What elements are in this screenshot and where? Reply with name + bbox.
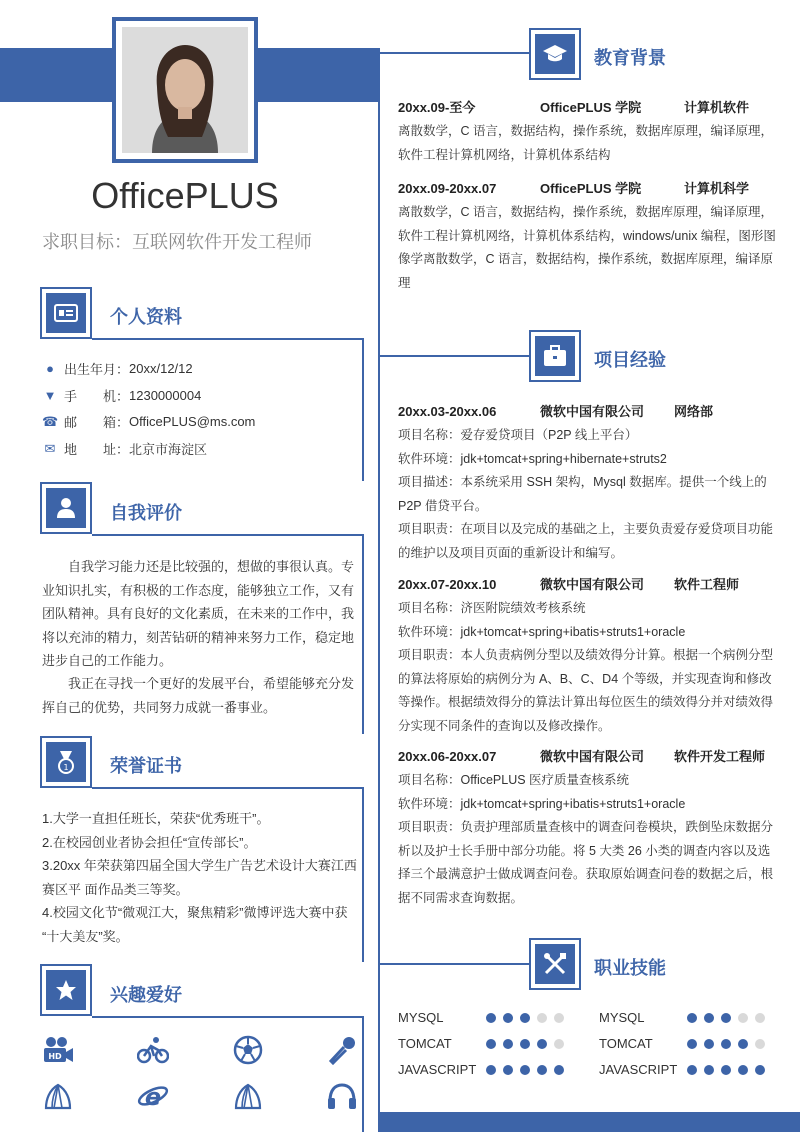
microphone-icon [322,1030,362,1070]
project-line: 软件环境：jdk+tomcat+spring+hibernate+struts2 [398,451,667,466]
personal-info-row [42,386,201,405]
self-eval-paragraph-1: 自我学习能力还是比较强的，想做的事很认真。专业知识扎实，有积极的工作态度，能够独立工作，又有团队精神。具有良好的文化素质，在未来的工作中，我将以充沛的精力，刻苦钻研的精神来努力工作，稳定地进步自己的工作能力。 [42,559,355,668]
avatar-silhouette [122,27,248,153]
honor-item: 2.在校园创业者协会担任“宣传部长”。 [42,834,257,850]
skill-level-dot [687,1039,697,1049]
projects-section-title: 项目经验 [594,350,666,370]
skill-row [599,1062,772,1077]
skill-level-dot [721,1039,731,1049]
project-company: 微软中国有限公司 [540,404,645,420]
edu-school: OfficePLUS 学院 [540,100,642,116]
project-date: 20xx.06-20xx.07 [398,749,497,765]
skill-level-dot [554,1065,564,1075]
project-line: 项目名称：OfficePLUS 医疗质量查核系统 [398,773,630,787]
skill-level-dot [537,1013,547,1023]
personal-info-label: 手 机： [64,389,130,404]
briefcase-icon [543,345,567,367]
personal-underline [92,338,364,340]
hobbies-side-line [362,1016,364,1132]
skill-row [599,1036,772,1051]
skill-level-dot [537,1065,547,1075]
project-line: 软件环境：jdk+tomcat+spring+ibatis+struts1+oracle [398,624,686,639]
skill-level-dot [503,1039,513,1049]
skill-name: JAVASCRIPT [398,1062,477,1077]
svg-text:1: 1 [63,763,69,772]
honor-item: 3.20xx 年荣获第四届全国大学生广告艺术设计大赛江西赛区平 面作品类三等奖。 [42,858,357,897]
skill-level-dot [704,1013,714,1023]
personal-info-row [42,412,255,431]
skill-level-dot [554,1039,564,1049]
personal-section-icon [40,287,92,339]
headphones-icon [322,1076,362,1116]
project-line: 项目职责：负责护理部质量查核中的调查问卷模块，跌倒坠床数据分析以及护士长手册中部分功能。将 5 大类 26 小类的调查内容以及选择三个最满意护士做成调查问卷。获取原始调查问卷的数据之后，根据不同需求查询数据。 [398,820,774,905]
mail-icon: ✉ [44,440,56,456]
education-section-icon [529,28,581,80]
user-icon [56,497,76,519]
skills-section-title: 职业技能 [594,958,666,978]
education-entry [398,96,778,167]
medal-icon [56,750,76,774]
skill-level-dot [704,1065,714,1075]
job-objective: 求职目标：互联网软件开发工程师 [42,232,312,252]
video-camera-icon [38,1030,78,1070]
personal-section-title: 个人资料 [110,307,182,327]
edu-desc: 离散数学，C 语言，数据结构，操作系统，数据库原理，编译原理，软件工程计算机网络，计算机体系结构 [398,124,774,162]
honors-section-title: 荣誉证书 [110,756,182,776]
skill-name: MYSQL [398,1010,444,1025]
project-role: 软件工程师 [674,577,740,593]
honors-underline [92,787,364,789]
hobbies-section-icon [40,964,92,1016]
education-section-title: 教育背景 [594,48,666,68]
skill-level-dot [704,1039,714,1049]
skill-level-dot [520,1039,530,1049]
project-company: 微软中国有限公司 [540,749,645,765]
skills-connector [380,963,530,965]
skill-name: JAVASCRIPT [599,1062,678,1077]
honors-list [42,807,360,948]
personal-info-row [42,359,193,378]
tools-icon [543,952,567,976]
svg-text:e: e [144,1083,162,1111]
project-date: 20xx.07-20xx.10 [398,577,497,593]
candidate-name: OfficePLUS [91,175,279,216]
personal-info-value: 1230000004 [129,388,202,403]
personal-info-value: 20xx/12/12 [129,361,193,376]
skill-level-dot [503,1065,513,1075]
honor-item: 4.校园文化节“微观江大，聚焦精彩”微博评选大赛中获 “十大美友”奖。 [42,905,348,944]
hobbies-section-title: 兴趣爱好 [110,985,182,1005]
skill-row [599,1010,772,1025]
profile-photo [122,27,248,153]
skill-level-dot [687,1065,697,1075]
skill-level-dot [738,1039,748,1049]
id-card-icon [54,304,78,322]
skill-row [398,1036,571,1051]
skill-level-dot [721,1065,731,1075]
project-date: 20xx.03-20xx.06 [398,404,497,420]
right-column-line [378,48,380,1132]
cycling-icon [133,1030,173,1070]
personal-info-label: 地 址： [64,442,130,457]
star-icon [55,979,77,1001]
phone-icon: ☎ [42,413,59,429]
education-connector [380,52,530,54]
tent-icon [228,1076,268,1116]
honors-section-icon [40,736,92,788]
skill-level-dot [486,1013,496,1023]
skill-level-dot [755,1039,765,1049]
skill-level-dot [486,1039,496,1049]
project-line: 项目职责：在项目以及完成的基础之上，主要负责爱存爱贷项目功能的维护以及项目页面的重新设计和编写。 [398,522,774,560]
skill-name: TOMCAT [599,1036,653,1051]
person-icon: ● [46,361,54,376]
project-line: 项目名称：济医附院绩效考核系统 [398,601,586,615]
skill-level-dot [755,1013,765,1023]
footer-band [380,1112,800,1132]
personal-info-value: OfficePLUS@ms.com [129,414,256,429]
project-role: 网络部 [674,404,714,420]
skill-level-dot [520,1065,530,1075]
project-line: 项目职责：本人负责病例分型以及绩效得分计算。根据一个病例分型的算法将原始的病例分为 A、B、C、D4 个等级，并实现查询和修改等操作。根据绩效得分的算法计算出每位医生的绩效得分并对绩效得分实现不同条件的查询以及修改操作。 [398,648,774,733]
honor-item: 1.大学一直担任班长，荣获“优秀班干”。 [42,811,270,826]
profile-photo-frame [112,17,258,163]
self-eval-side-line [362,534,364,734]
personal-info-label: 邮 箱： [64,415,130,430]
edu-major: 计算机软件 [684,100,750,116]
skill-level-dot [503,1013,513,1023]
edu-major: 计算机科学 [684,181,750,197]
skill-level-dot [537,1039,547,1049]
skill-level-dot [554,1013,564,1023]
tent-icon [38,1076,78,1116]
svg-text:HD: HD [48,1052,62,1061]
skill-level-dot [687,1013,697,1023]
soccer-icon [228,1030,268,1070]
edu-school: OfficePLUS 学院 [540,181,642,197]
personal-side-line [362,338,364,481]
projects-connector [380,355,530,357]
skill-level-dot [738,1065,748,1075]
projects-section-icon [529,330,581,382]
edu-date: 20xx.09-至今 [398,100,476,116]
edu-desc: 离散数学，C 语言，数据结构，操作系统，数据库原理，编译原理，软件工程计算机网络，计算机体系结构，windows/unix 编程，图形图像学离散数学，C 语言，数据结构，操作系统，数据库原理，编译原理 [398,205,776,290]
self-eval-paragraph-2: 我正在寻找一个更好的发展平台，希望能够充分发挥自己的优势，共同努力成就一番事业。 [42,676,355,715]
personal-info-label: 出生年月： [64,362,130,377]
personal-info-value: 北京市海淀区 [129,442,208,457]
skill-level-dot [738,1013,748,1023]
project-entry [398,400,778,565]
self-eval-section-icon [40,482,92,534]
personal-info-row [42,439,207,458]
education-entry [398,177,778,295]
location-pin-icon: ▼ [43,388,57,403]
skill-level-dot [520,1013,530,1023]
honors-side-line [362,787,364,962]
internet-explorer-icon [133,1076,173,1116]
project-company: 微软中国有限公司 [540,577,645,593]
project-role: 软件开发工程师 [674,749,766,765]
skill-level-dot [755,1065,765,1075]
edu-date: 20xx.09-20xx.07 [398,181,497,197]
self-eval-underline [92,534,364,536]
skill-name: MYSQL [599,1010,645,1025]
hobbies-underline [92,1016,364,1018]
skill-level-dot [486,1065,496,1075]
project-line: 软件环境：jdk+tomcat+spring+ibatis+struts1+oracle [398,796,686,811]
self-eval-section-title: 自我评价 [110,503,182,523]
project-line: 项目名称：爱存爱贷项目（P2P 线上平台） [398,428,638,442]
project-line: 项目描述：本系统采用 SSH 架构，Mysql 数据库。提供一个线上的 P2P 借贷平台。 [398,475,767,513]
skill-level-dot [721,1013,731,1023]
graduation-cap-icon [542,44,568,64]
project-entry [398,745,778,910]
skill-row [398,1010,571,1025]
project-entry [398,573,778,738]
skills-section-icon [529,938,581,990]
skill-name: TOMCAT [398,1036,452,1051]
skill-row [398,1062,571,1077]
